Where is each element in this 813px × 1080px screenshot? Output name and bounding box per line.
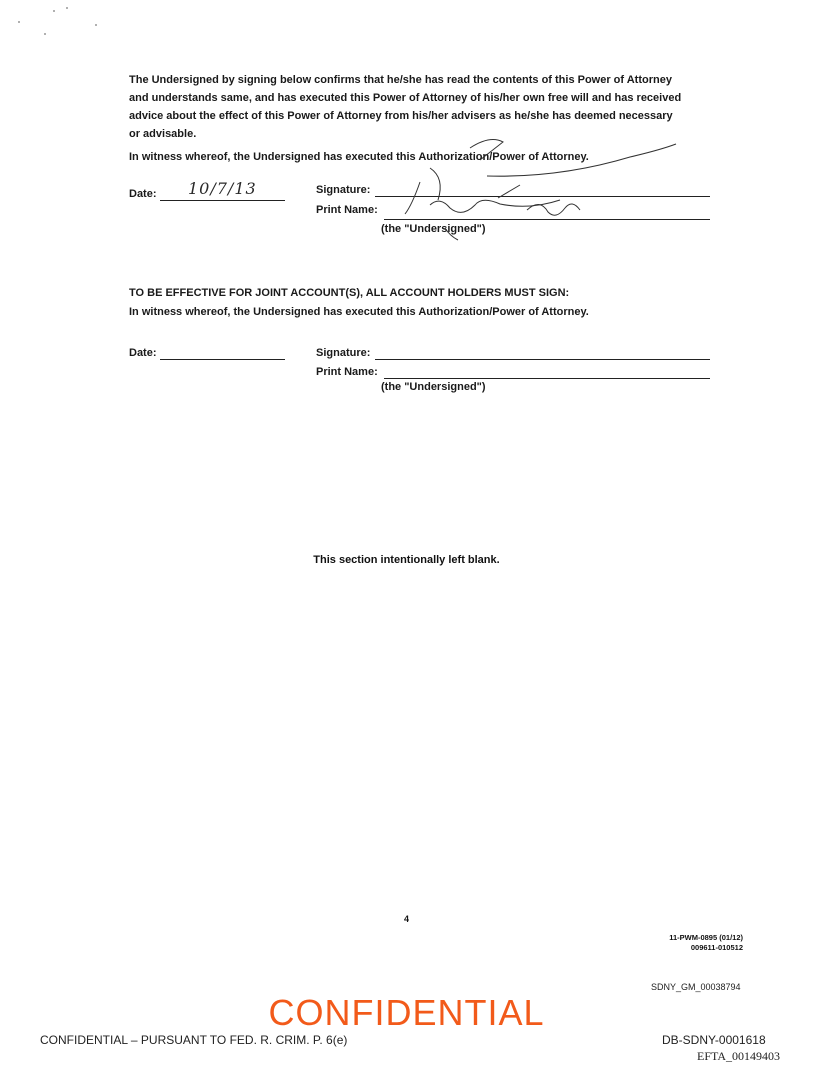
undersigned-caption: (the "Undersigned") xyxy=(381,381,486,393)
signature-label: Signature: xyxy=(316,184,371,196)
handwritten-date: 10/7/13 xyxy=(188,179,257,198)
undersigned-caption: (the "Undersigned") xyxy=(381,223,486,235)
blank-section-note: This section intentionally left blank. xyxy=(313,554,500,566)
print-name-label: Print Name: xyxy=(316,366,378,378)
form-code-line-1: 11-PWM-0895 (01/12) xyxy=(669,933,743,942)
handwritten-signature xyxy=(0,0,813,260)
page-number: 4 xyxy=(403,914,409,924)
confidential-stamp: CONFIDENTIAL xyxy=(268,992,545,1033)
print-name-line xyxy=(384,378,710,379)
confidentiality-footer: CONFIDENTIAL – PURSUANT TO FED. R. CRIM. P. 6(e) xyxy=(40,1033,348,1047)
signature-line xyxy=(375,359,710,360)
confirmation-paragraph: The Undersigned by signing below confirms that he/she has read the contents of this Power of Attorney and understands same, and has executed this Power of Attorney of his/her own free will and has received advice about the effect of this Power of Attorney from his/her advisers as he/she has deemed necessary or advisable. xyxy=(129,74,682,140)
form-code-line-2: 009611-010512 xyxy=(690,943,743,952)
witness-statement: In witness whereof, the Undersigned has executed this Authorization/Power of Attorney. xyxy=(129,151,589,163)
document-id: DB-SDNY-0001618 xyxy=(662,1033,766,1047)
joint-witness-statement: In witness whereof, the Undersigned has executed this Authorization/Power of Attorney. xyxy=(129,306,589,318)
date-label: Date: xyxy=(129,188,157,200)
form-code xyxy=(669,933,743,953)
joint-account-heading: TO BE EFFECTIVE FOR JOINT ACCOUNT(S), ALL ACCOUNT HOLDERS MUST SIGN: xyxy=(129,287,570,299)
bates-number: SDNY_GM_00038794 xyxy=(651,982,741,992)
date-label: Date: xyxy=(129,347,157,359)
print-name-label: Print Name: xyxy=(316,204,378,216)
signature-label: Signature: xyxy=(316,347,371,359)
efta-number: EFTA_00149403 xyxy=(697,1049,781,1063)
date-line xyxy=(160,359,285,360)
